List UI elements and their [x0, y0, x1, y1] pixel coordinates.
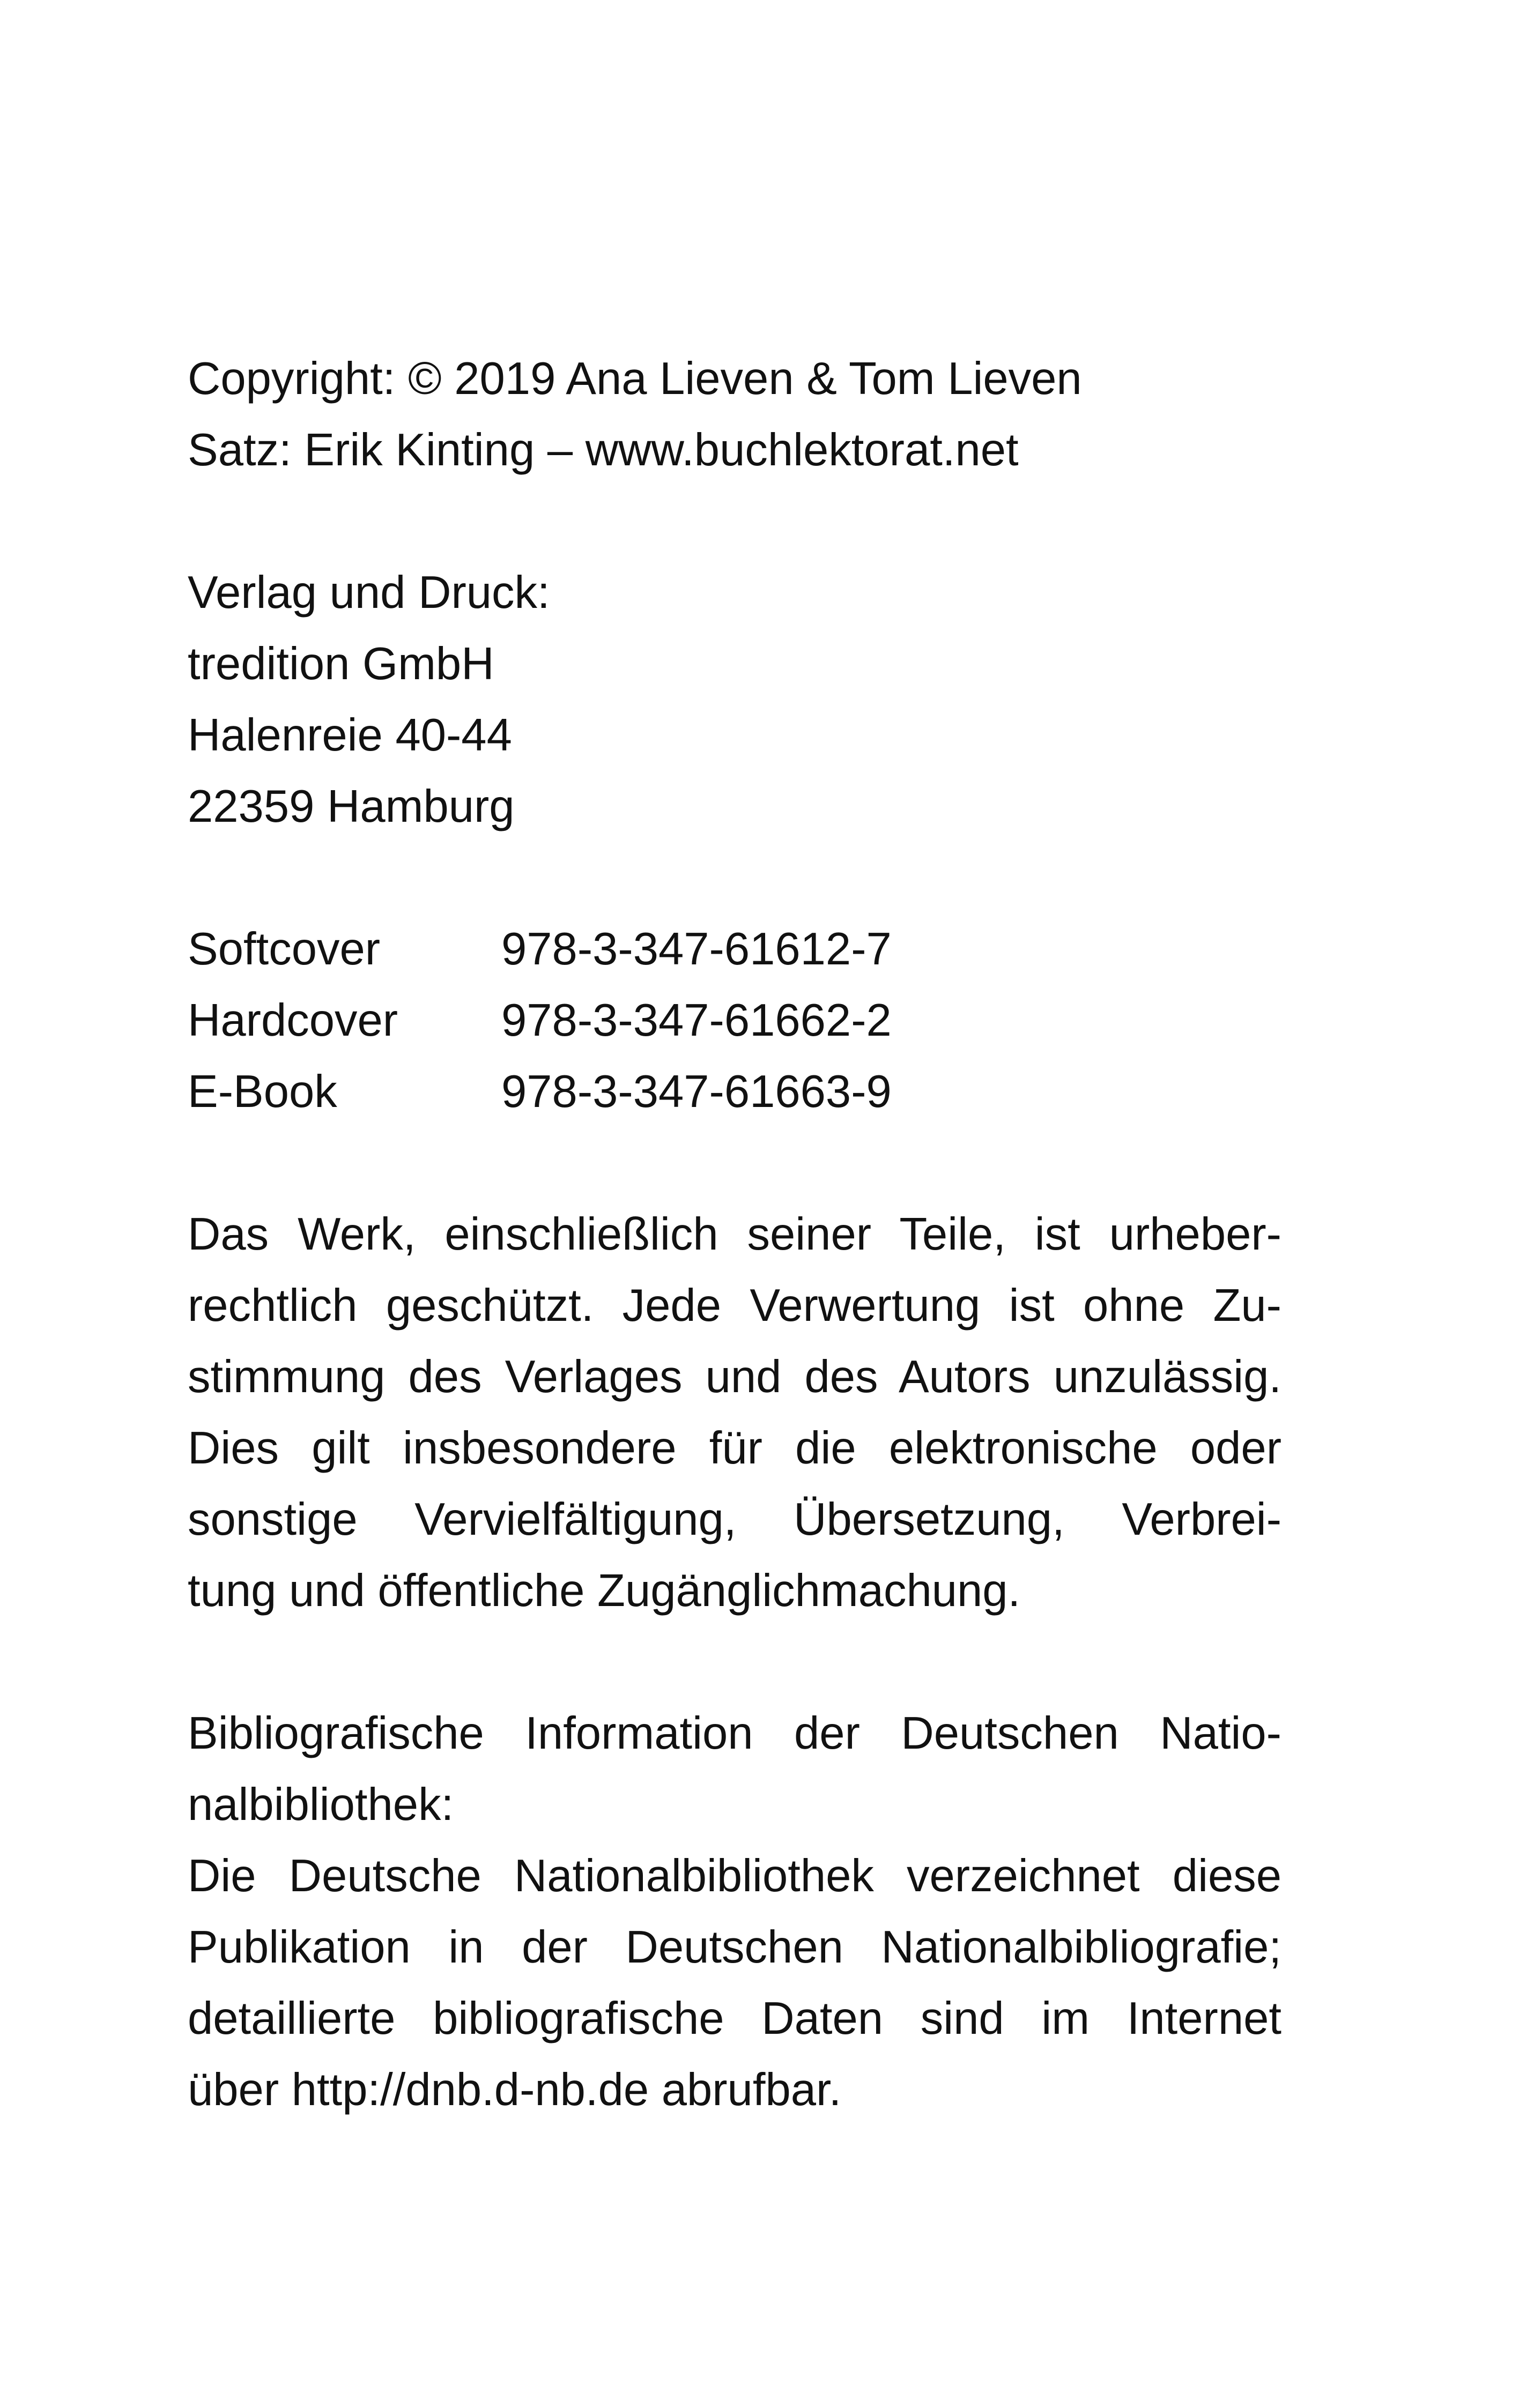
bibliography-line: über http://dnb.d-nb.de abrufbar. — [188, 2064, 842, 2115]
bibliography-line: detaillierte bibliografische Daten sind im Internet — [188, 1993, 1281, 2044]
isbn-value: 978-3-347-61612-7 — [501, 924, 892, 975]
spacer — [188, 486, 1281, 557]
spacer — [188, 842, 1281, 913]
bibliography-paragraph — [188, 1698, 1281, 2125]
isbn-row-hardcover — [188, 985, 1281, 1056]
isbn-label: Softcover — [188, 924, 381, 975]
rights-line: Dies gilt insbesondere für die elektronische oder — [188, 1423, 1281, 1474]
isbn-row-ebook — [188, 1056, 1281, 1127]
publisher-street: Halenreie 40-44 — [188, 710, 512, 761]
isbn-value: 978-3-347-61663-9 — [501, 1066, 892, 1117]
spacer — [188, 1127, 1281, 1199]
bibliography-line: Bibliografische Information der Deutschen Natio- — [188, 1708, 1281, 1759]
isbn-label: Hardcover — [188, 995, 398, 1046]
typesetting-line: Satz: Erik Kinting – www.buchlektorat.net — [188, 425, 1019, 475]
publisher-city: 22359 Hamburg — [188, 781, 515, 832]
bibliography-line: Publikation in der Deutschen Nationalbibliografie; — [188, 1922, 1281, 1973]
bibliography-line: Die Deutsche Nationalbibliothek verzeichnet diese — [188, 1850, 1281, 1901]
rights-line: stimmung des Verlages und des Autors unzulässig. — [188, 1351, 1281, 1402]
rights-line: Das Werk, einschließlich seiner Teile, ist urheber- — [188, 1209, 1281, 1260]
rights-line: tung und öffentliche Zugänglichmachung. — [188, 1565, 1021, 1616]
publisher-name: tredition GmbH — [188, 638, 494, 689]
isbn-row-softcover — [188, 913, 1281, 985]
isbn-label: E-Book — [188, 1066, 337, 1117]
rights-paragraph — [188, 1199, 1281, 1626]
publisher-heading: Verlag und Druck: — [188, 567, 550, 618]
imprint-page — [188, 343, 1281, 2125]
rights-line: sonstige Vervielfältigung, Übersetzung, Verbrei- — [188, 1494, 1281, 1545]
rights-line: rechtlich geschützt. Jede Verwertung ist ohne Zu- — [188, 1280, 1281, 1331]
bibliography-line: nalbibliothek: — [188, 1779, 454, 1830]
copyright-line: Copyright: © 2019 Ana Lieven & Tom Lieven — [188, 353, 1082, 404]
isbn-value: 978-3-347-61662-2 — [501, 995, 892, 1046]
spacer — [188, 1626, 1281, 1698]
